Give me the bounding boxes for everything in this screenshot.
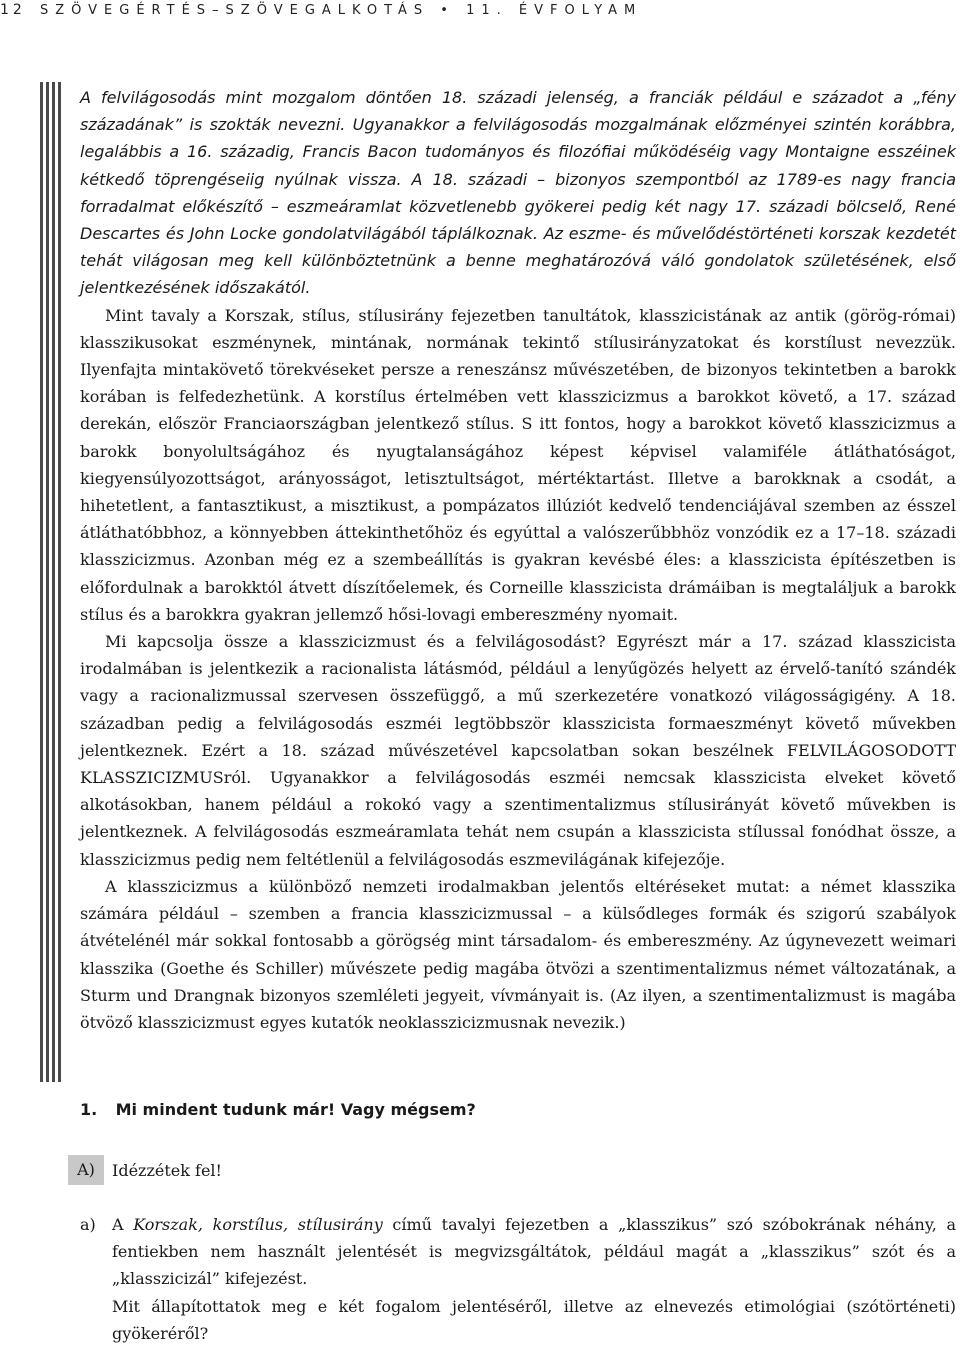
item-label: a) [80,1215,96,1234]
task-title: Mi mindent tudunk már! Vagy mégsem? [115,1100,476,1119]
paragraph-classicism: Mint tavaly a Korszak, stílus, stílusirány fejezetben tanultátok, klasszicistának az antik (görög-római) klasszikusokat eszménynek, mintának, normának tekintő stílusirányzatokat és korstílust nevezzük. Ilyenfajta mintakövető törekvéseket persze a reneszánsz művészetében, de bizonyos tekintetben a barokk korában is felfedezhetünk. A korstílus értelmében vett klasszicizmus a barokkot követő, a 17. század derekán, először Franciaországban jelentkező stílus. S itt fontos, hogy a barokkot követő klasszicizmus a barokk bonyolultságához és nyugtalanságához képest képvisel valamiféle átláthatóságot, kiegyensúlyozottságot, arányosságot, letisztultságot, mértéktartást. Illetve a barokknak a csodát, a hihetetlent, a fantasztikust, a misztikust, a pompázatos illúziót kedvelő tendenciájával szemben az ésszel átláthatóbbhoz, a könnyebben áttekinthetőhöz és egyúttal a valószerűbbhöz vonzódik ez a 17–18. századi klasszicizmus. Azonban még ez a szembeállítás is gyakran kevésbé éles: a klasszicista építészetben is előfordulnak a barokktól átvett díszítőelemek, és Corneille klasszicista drámáiban is megtaláljuk a barokk stílus és a barokkra gyakran jellemző hősi-lovagi embereszmény nyomait. [80,305,956,624]
item-text-1 [112,1211,956,1293]
paragraph-intro: A felvilágosodás mint mozgalom döntően 18. századi jelenség, a franciák például e századot a „fény századának” is szokták nevezni. Ugyanakkor a felvilágosodás mozgalmának előzményei szintén korábbra, legalábbis a 16. századig, Francis Bacon tudományos és filozófiai működéséig vagy Montaigne esszéinek kétkedő töprengéseiig nyúlnak vissza. A 18. századi – bizonyos szempontból az 1789-es nagy francia forradalmat előkészítő – eszmeáramlat közvetlenebb gyökerei pedig két nagy 17. századi bölcselő, René Descartes és John Locke gondolatvilágából táplálkoznak. Az eszme- és művelődéstörténeti korszak kezdetét tehát világosan meg kell különböztetnünk a benne meghatározóvá váló gondolatok születésének, első jelentkezésének időszakától. [80,88,956,298]
subtask-heading [68,1155,222,1185]
margin-bars [40,82,62,1082]
task-number: 1. [80,1100,98,1119]
margin-bar [40,82,43,1082]
running-title: SZÖVEGÉRTÉS–SZÖVEGALKOTÁS • 11. ÉVFOLYAM [40,3,643,18]
task-item [80,1211,956,1347]
paragraph-national: A klasszicizmus a különböző nemzeti irodalmakban jelentős eltéréseket mutat: a német klasszika számára például – szemben a francia klasszicizmussal – a külsődleges formák és szigorú szabályok átvételénél már sokkal fontosabb a görögség mint társadalom- és embereszmény. Az úgynevezett weimari klasszika (Goethe és Schiller) művészete pedig magába ötvözi a szentimentalizmus német változatának, a Sturm und Drangnak bizonyos szemléleti jegyeit, vívmányait is. (Az ilyen, a szentimentalizmust is magába ötvöző klasszicizmust egyes kutatók neoklasszicizmusnak nevezik.) [80,876,956,1032]
item-text-1-end: című tavalyi fejezetben a „klasszikus” szó szóbokrának néhány, a fentiekben nem használt jelentését is megvizsgáltátok, például magát a „klasszikus” szót és a „klasszicizál” kifejezést. [112,1215,957,1289]
task-heading [80,1100,476,1119]
page-number: 12 [0,2,26,18]
item-text-2: Mit állapítottatok meg e két fogalom jelentéséről, illetve az elnevezés etimológiai (szótörténeti) gyökeréről? [112,1296,956,1343]
paragraph-connection: Mi kapcsolja össze a klasszicizmust és a felvilágosodást? Egyrészt már a 17. század klasszicista irodalmában is jelentkezik a racionalista látásmód, például a lenyűgözés helyett az érvelő-tanító szándék vagy a racionalizmussal szervesen összefüggő, a mű szerkezetére vonatkozó világosságigény. A 18. században pedig a felvilágosodás eszméi legtöbbször klasszicista formaeszményt követő művekben jelentkeznek. Ezért a 18. század művészetével kapcsolatban sokan beszélnek FELVILÁGOSODOTT KLASSZICIZMUSról. Ugyanakkor a felvilágosodás eszméi nemcsak klasszicista elveket követő alkotásokban, hanem például a rokokó vagy a szentimentalizmus stílusirányát követő művekben is jelentkeznek. A felvilágosodás eszmeáramlata tehát nem csupán a klasszicista stílussal fonódhat össze, a klasszicizmus pedig nem feltétlenül a felvilágosodás eszmevilágának kifejezője. [80,632,956,869]
margin-bar [52,82,55,1082]
page-header [0,0,960,26]
margin-bar [46,82,49,1082]
subtask-label: A) [68,1155,104,1185]
item-text-1-start: A [112,1215,134,1234]
margin-bar [58,82,61,1082]
subtask-title: Idézzétek fel! [112,1160,222,1180]
item-text-1-title: Korszak, korstílus, stílusirány [133,1215,383,1234]
main-text [80,84,956,1036]
